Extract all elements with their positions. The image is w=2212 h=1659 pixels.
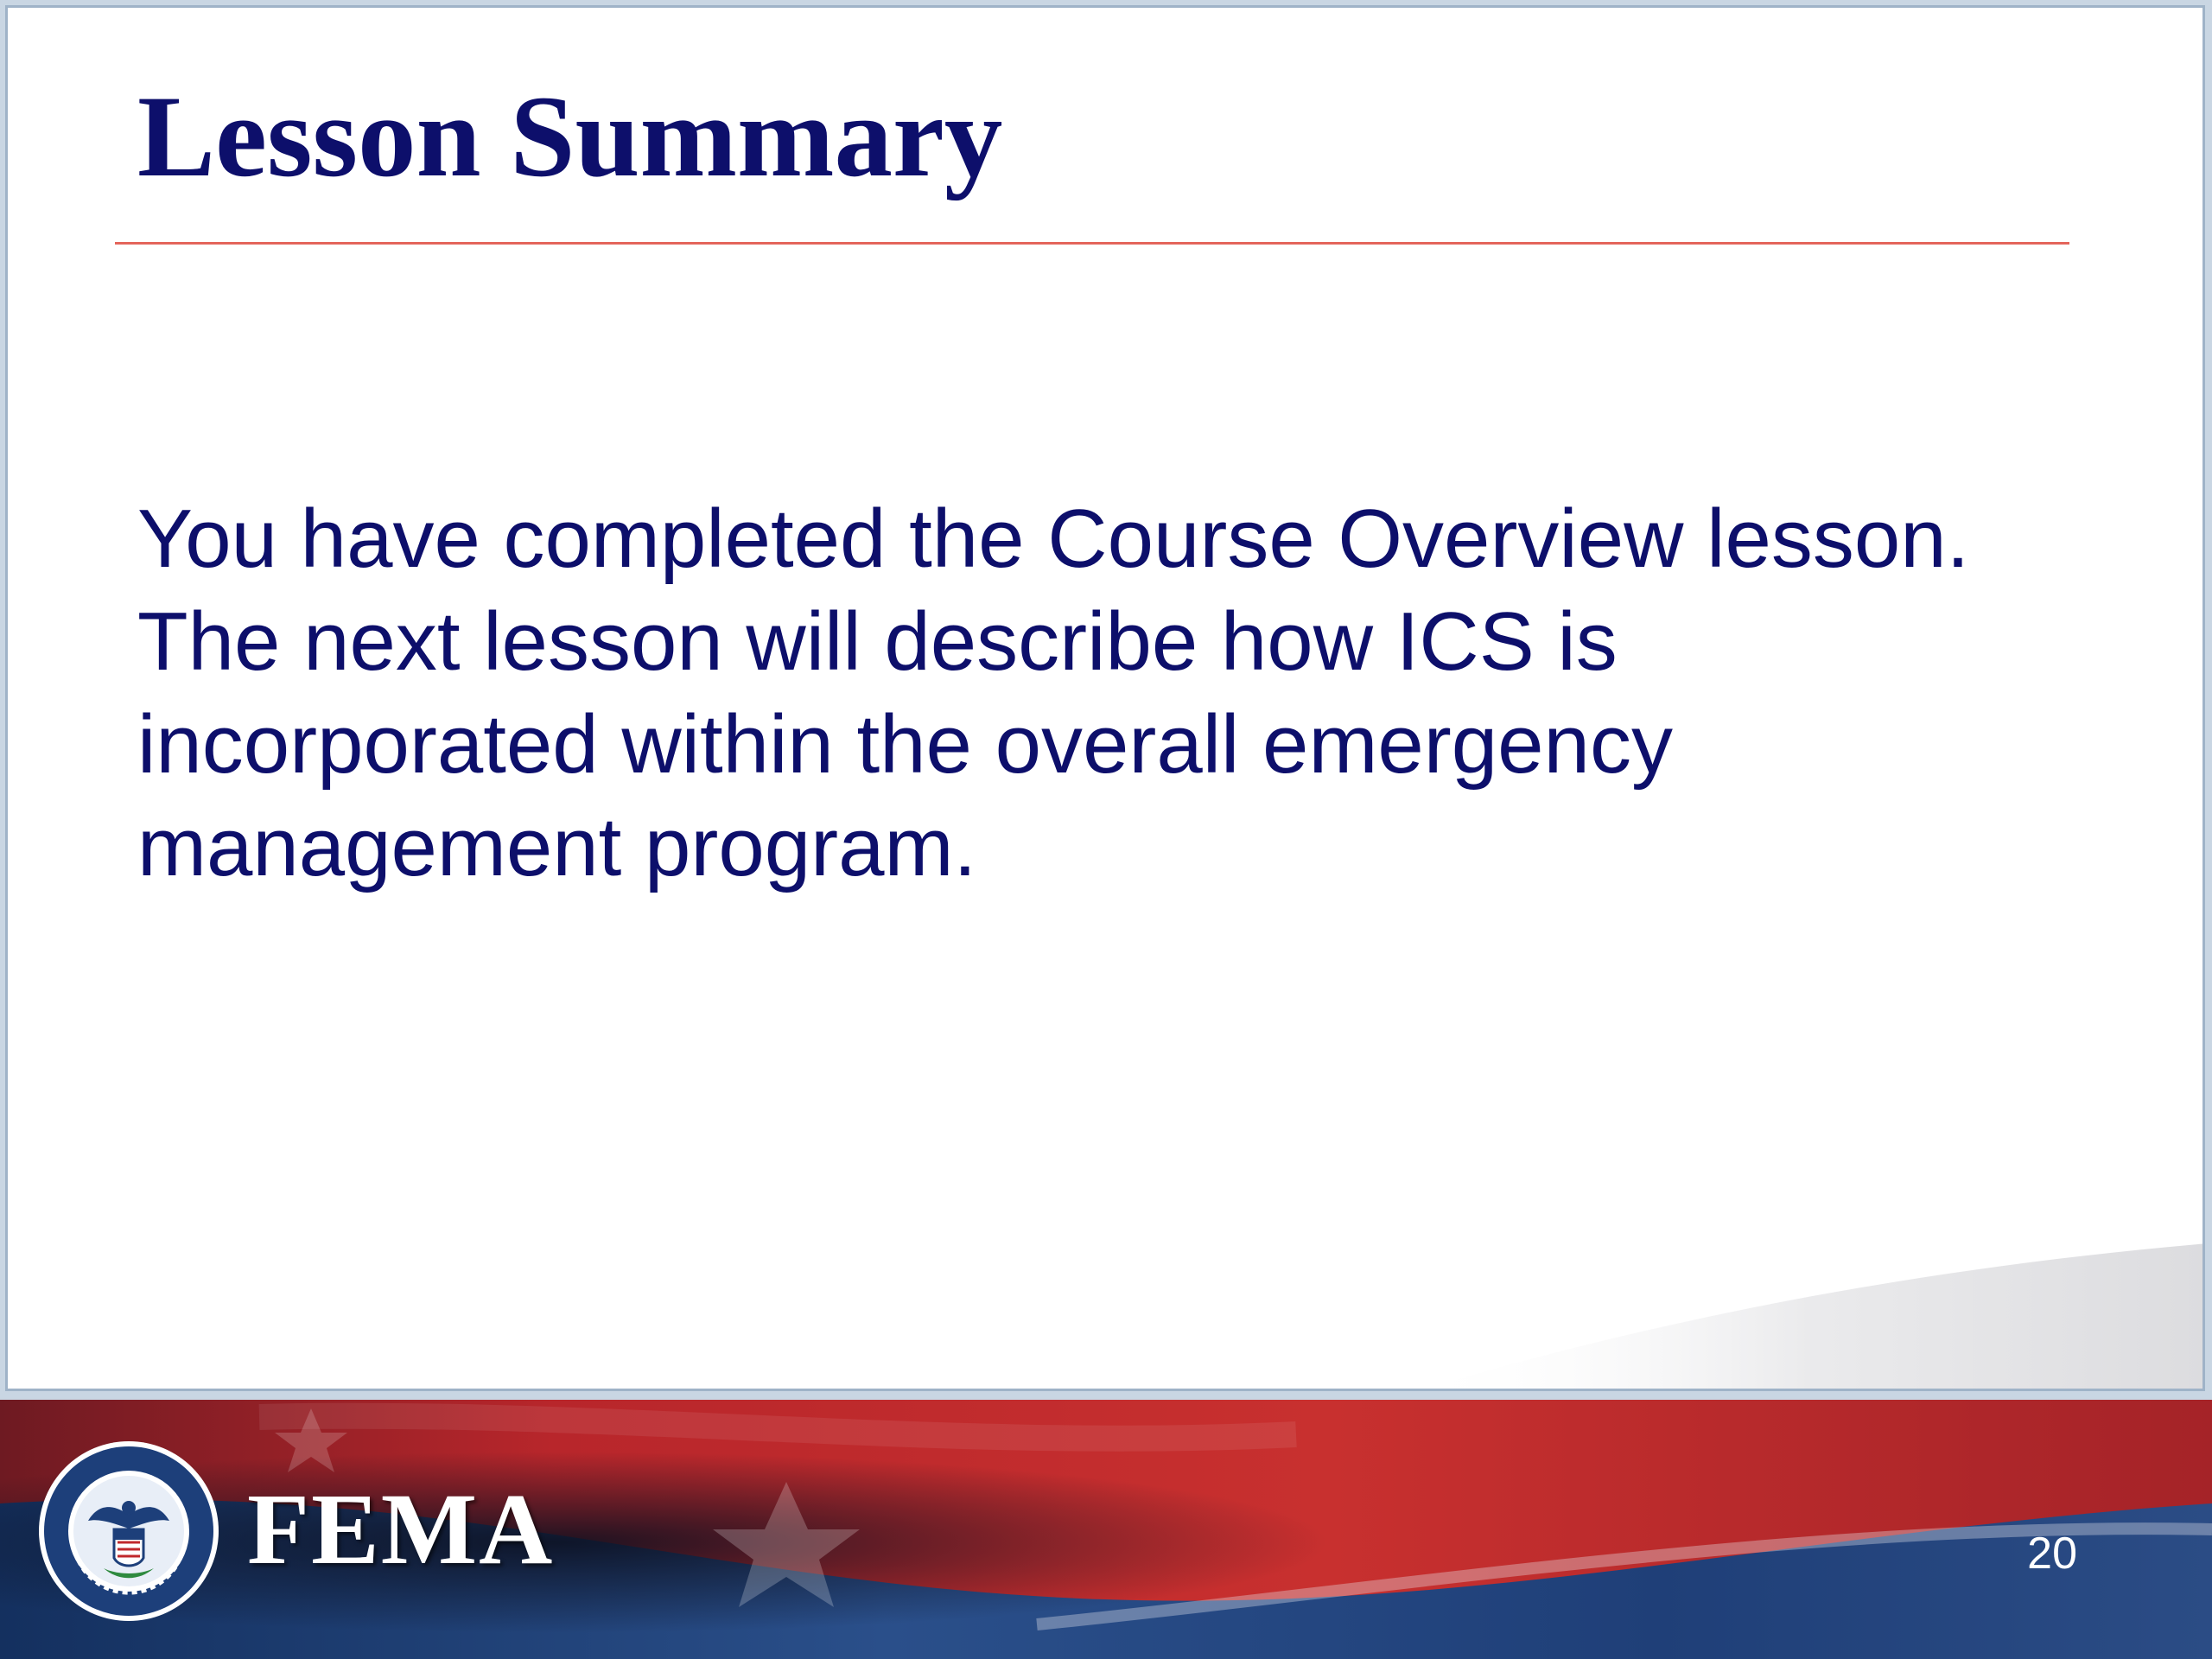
title-divider — [115, 242, 2069, 245]
dhs-seal-icon — [36, 1439, 221, 1624]
slide-title: Lesson Summary — [137, 73, 1003, 201]
content-panel — [5, 5, 2205, 1391]
fema-wordmark: FEMA — [247, 1472, 555, 1586]
page-number: 20 — [2027, 1529, 2077, 1579]
slide-body-text: You have completed the Course Overview lesson. The next lesson will describe how ICS is incorporated within the overall emergency management program. — [137, 493, 1970, 893]
footer-band — [0, 1400, 2212, 1659]
